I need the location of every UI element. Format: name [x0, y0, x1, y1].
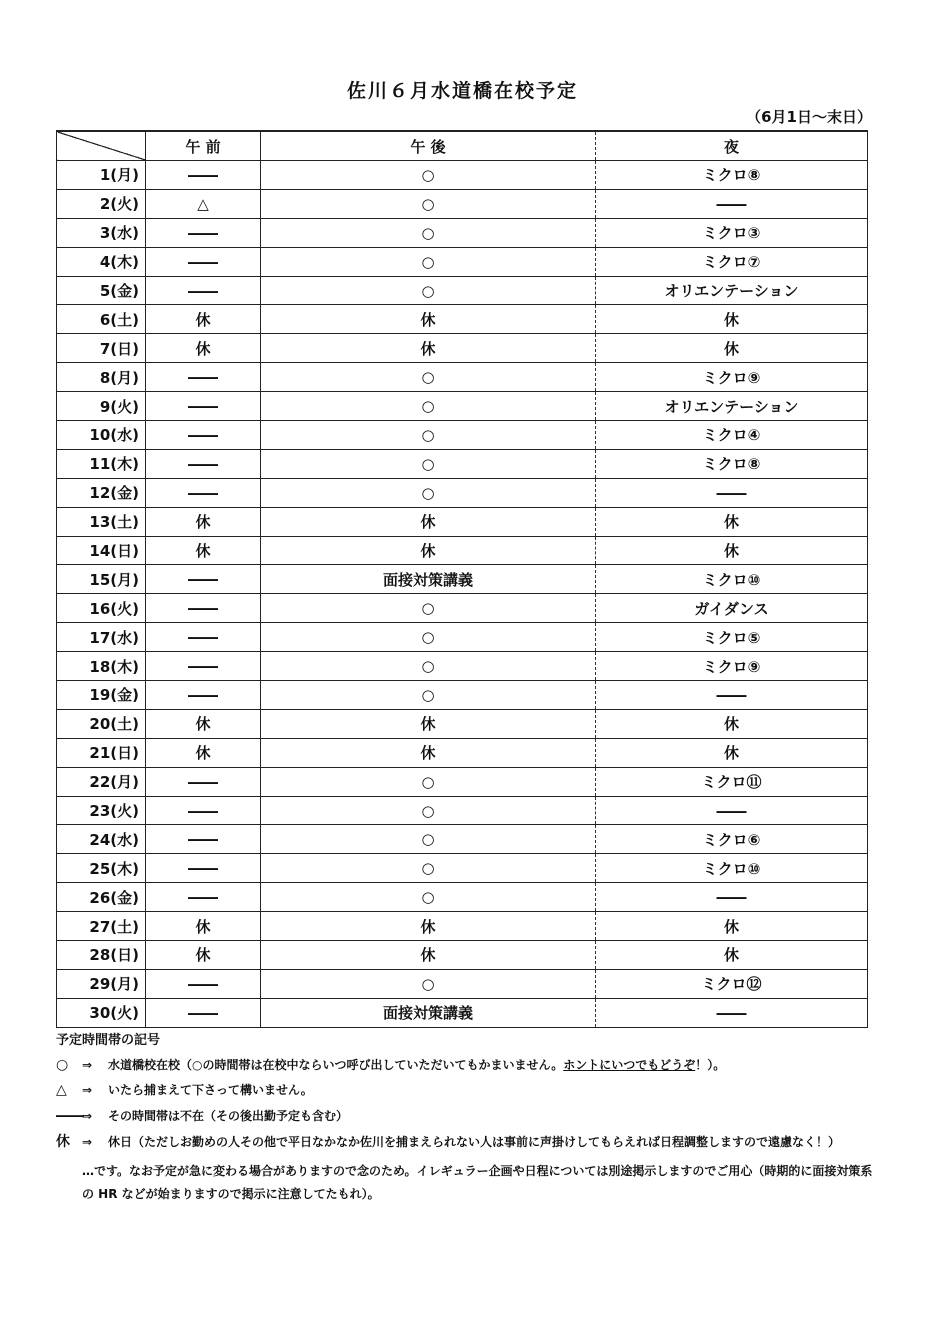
day-cell: 9(火): [57, 392, 146, 421]
day-cell: 5(金): [57, 276, 146, 305]
schedule-table: [56, 130, 868, 1028]
table-row: [57, 652, 868, 681]
table-row: [57, 565, 868, 594]
table-row: [57, 912, 868, 941]
morning-cell: ――: [146, 681, 261, 710]
afternoon-cell: ○: [261, 449, 596, 478]
legend-symbol: ○: [56, 1056, 69, 1073]
table-row: [57, 536, 868, 565]
day-cell: 11(木): [57, 449, 146, 478]
night-cell: ――: [596, 998, 868, 1027]
header-corner: [57, 131, 146, 161]
arrow-icon: ⇒: [82, 1083, 93, 1098]
day-cell: 15(月): [57, 565, 146, 594]
legend-item-present: [56, 1057, 876, 1074]
afternoon-cell: ○: [261, 421, 596, 450]
afternoon-cell: ○: [261, 594, 596, 623]
legend-symbol: ――: [56, 1108, 84, 1125]
morning-cell: ――: [146, 363, 261, 392]
afternoon-cell: 面接対策講義: [261, 565, 596, 594]
morning-cell: ――: [146, 421, 261, 450]
morning-cell: ――: [146, 796, 261, 825]
day-cell: 18(木): [57, 652, 146, 681]
afternoon-cell: ○: [261, 681, 596, 710]
legend-text: いたら捕まえて下さって構いません。: [108, 1083, 313, 1098]
legend: [56, 1033, 876, 1207]
header-afternoon: 午 後: [261, 131, 596, 161]
night-cell: 休: [596, 507, 868, 536]
afternoon-cell: ○: [261, 652, 596, 681]
table-row: [57, 969, 868, 998]
afternoon-cell: ○: [261, 883, 596, 912]
day-cell: 22(月): [57, 767, 146, 796]
legend-note: …です。なお予定が急に変わる場合がありますので念のため。イレギュラー企画や日程については別途掲示しますのでご用心（時期的に面接対策系の HR などが始まりますので掲示に注意してたもれ）。: [82, 1163, 873, 1202]
morning-cell: ――: [146, 883, 261, 912]
afternoon-cell: 休: [261, 709, 596, 738]
header-night: 夜: [596, 131, 868, 161]
night-cell: ミクロ⑨: [596, 363, 868, 392]
table-row: [57, 189, 868, 218]
night-cell: ミクロ⑩: [596, 854, 868, 883]
night-cell: ミクロ⑧: [596, 161, 868, 190]
night-cell: ミクロ⑤: [596, 623, 868, 652]
afternoon-cell: ○: [261, 623, 596, 652]
legend-item-holiday: [56, 1134, 876, 1151]
afternoon-cell: ○: [261, 969, 596, 998]
morning-cell: 休: [146, 507, 261, 536]
morning-cell: 休: [146, 912, 261, 941]
legend-text: 休日（ただしお勤めの人その他で平日なかなか佐川を捕まえられない人は事前に声掛けしてもらえれば日程調整しますので遠慮なく！）: [108, 1134, 841, 1149]
morning-cell: ――: [146, 854, 261, 883]
table-row: [57, 738, 868, 767]
afternoon-cell: ○: [261, 218, 596, 247]
table-row: [57, 507, 868, 536]
day-cell: 14(日): [57, 536, 146, 565]
table-row: [57, 247, 868, 276]
legend-item-absent: [56, 1108, 876, 1125]
header-morning: 午 前: [146, 131, 261, 161]
day-cell: 13(土): [57, 507, 146, 536]
legend-text-part: ！）。: [695, 1057, 726, 1072]
night-cell: オリエンテーション: [596, 392, 868, 421]
day-cell: 30(火): [57, 998, 146, 1027]
morning-cell: 休: [146, 334, 261, 363]
day-cell: 29(月): [57, 969, 146, 998]
afternoon-cell: 休: [261, 941, 596, 970]
night-cell: ――: [596, 189, 868, 218]
afternoon-cell: ○: [261, 825, 596, 854]
table-row: [57, 363, 868, 392]
day-cell: 16(火): [57, 594, 146, 623]
legend-text: その時間帯は不在（その後出勤予定も含む）: [108, 1109, 349, 1124]
day-cell: 20(土): [57, 709, 146, 738]
morning-cell: 休: [146, 738, 261, 767]
night-cell: ――: [596, 883, 868, 912]
afternoon-cell: 休: [261, 536, 596, 565]
day-cell: 12(金): [57, 478, 146, 507]
morning-cell: ――: [146, 565, 261, 594]
morning-cell: ――: [146, 594, 261, 623]
night-cell: ミクロ③: [596, 218, 868, 247]
night-cell: 休: [596, 738, 868, 767]
table-row: [57, 392, 868, 421]
day-cell: 23(火): [57, 796, 146, 825]
day-cell: 4(木): [57, 247, 146, 276]
table-row: [57, 941, 868, 970]
night-cell: 休: [596, 912, 868, 941]
arrow-icon: ⇒: [82, 1109, 93, 1124]
night-cell: 休: [596, 305, 868, 334]
afternoon-cell: 休: [261, 738, 596, 767]
header-row: [57, 131, 868, 161]
morning-cell: ――: [146, 276, 261, 305]
afternoon-cell: 休: [261, 912, 596, 941]
legend-heading: 予定時間帯の記号: [56, 1033, 161, 1048]
date-range: （6月1日～末日）: [746, 108, 872, 126]
night-cell: 休: [596, 536, 868, 565]
table-row: [57, 305, 868, 334]
afternoon-cell: ○: [261, 161, 596, 190]
legend-symbol: △: [56, 1082, 67, 1099]
day-cell: 6(土): [57, 305, 146, 334]
morning-cell: ――: [146, 623, 261, 652]
morning-cell: △: [146, 189, 261, 218]
afternoon-cell: ○: [261, 767, 596, 796]
table-row: [57, 218, 868, 247]
night-cell: ミクロ⑪: [596, 767, 868, 796]
table-row: [57, 449, 868, 478]
legend-item-maybe: [56, 1082, 876, 1099]
morning-cell: ――: [146, 767, 261, 796]
afternoon-cell: ○: [261, 478, 596, 507]
afternoon-cell: 休: [261, 305, 596, 334]
afternoon-cell: ○: [261, 276, 596, 305]
night-cell: ――: [596, 478, 868, 507]
afternoon-cell: 休: [261, 334, 596, 363]
afternoon-cell: ○: [261, 363, 596, 392]
day-cell: 25(木): [57, 854, 146, 883]
table-row: [57, 709, 868, 738]
morning-cell: ――: [146, 392, 261, 421]
night-cell: ミクロ⑦: [596, 247, 868, 276]
page-title: 佐川６月水道橋在校予定: [346, 80, 578, 102]
morning-cell: ――: [146, 449, 261, 478]
night-cell: ミクロ⑧: [596, 449, 868, 478]
afternoon-cell: ○: [261, 189, 596, 218]
morning-cell: ――: [146, 969, 261, 998]
table-row: [57, 161, 868, 190]
legend-text-part: 水道橋校在校（○の時間帯は在校中ならいつ呼び出していただいてもかまいません。: [108, 1057, 564, 1072]
day-cell: 27(土): [57, 912, 146, 941]
table-row: [57, 825, 868, 854]
night-cell: ミクロ⑫: [596, 969, 868, 998]
schedule-body: [57, 161, 868, 1028]
table-row: [57, 854, 868, 883]
table-row: [57, 998, 868, 1027]
morning-cell: 休: [146, 305, 261, 334]
morning-cell: 休: [146, 709, 261, 738]
table-row: [57, 883, 868, 912]
day-cell: 7(日): [57, 334, 146, 363]
night-cell: ――: [596, 681, 868, 710]
night-cell: 休: [596, 709, 868, 738]
legend-symbol: 休: [56, 1133, 70, 1150]
morning-cell: 休: [146, 941, 261, 970]
morning-cell: ――: [146, 652, 261, 681]
night-cell: 休: [596, 941, 868, 970]
morning-cell: ――: [146, 998, 261, 1027]
afternoon-cell: ○: [261, 854, 596, 883]
morning-cell: ――: [146, 161, 261, 190]
afternoon-cell: 面接対策講義: [261, 998, 596, 1027]
night-cell: ガイダンス: [596, 594, 868, 623]
day-cell: 1(月): [57, 161, 146, 190]
night-cell: 休: [596, 334, 868, 363]
morning-cell: ――: [146, 825, 261, 854]
day-cell: 2(火): [57, 189, 146, 218]
day-cell: 17(水): [57, 623, 146, 652]
morning-cell: ――: [146, 218, 261, 247]
table-row: [57, 594, 868, 623]
night-cell: ミクロ⑥: [596, 825, 868, 854]
table-row: [57, 478, 868, 507]
day-cell: 28(日): [57, 941, 146, 970]
day-cell: 24(水): [57, 825, 146, 854]
arrow-icon: ⇒: [82, 1134, 93, 1149]
afternoon-cell: 休: [261, 507, 596, 536]
legend-text: [108, 1058, 876, 1072]
table-row: [57, 421, 868, 450]
afternoon-cell: ○: [261, 796, 596, 825]
afternoon-cell: ○: [261, 247, 596, 276]
day-cell: 19(金): [57, 681, 146, 710]
table-row: [57, 334, 868, 363]
day-cell: 21(日): [57, 738, 146, 767]
night-cell: ミクロ④: [596, 421, 868, 450]
day-cell: 8(月): [57, 363, 146, 392]
day-cell: 10(水): [57, 421, 146, 450]
table-row: [57, 681, 868, 710]
night-cell: ミクロ⑩: [596, 565, 868, 594]
night-cell: オリエンテーション: [596, 276, 868, 305]
arrow-icon: ⇒: [82, 1057, 93, 1072]
afternoon-cell: ○: [261, 392, 596, 421]
table-row: [57, 276, 868, 305]
table-row: [57, 796, 868, 825]
morning-cell: ――: [146, 478, 261, 507]
night-cell: ミクロ⑨: [596, 652, 868, 681]
table-row: [57, 767, 868, 796]
morning-cell: ――: [146, 247, 261, 276]
legend-text-underlined: ホントにいつでもどうぞ: [563, 1057, 696, 1072]
morning-cell: 休: [146, 536, 261, 565]
table-row: [57, 623, 868, 652]
day-cell: 3(水): [57, 218, 146, 247]
day-cell: 26(金): [57, 883, 146, 912]
night-cell: ――: [596, 796, 868, 825]
